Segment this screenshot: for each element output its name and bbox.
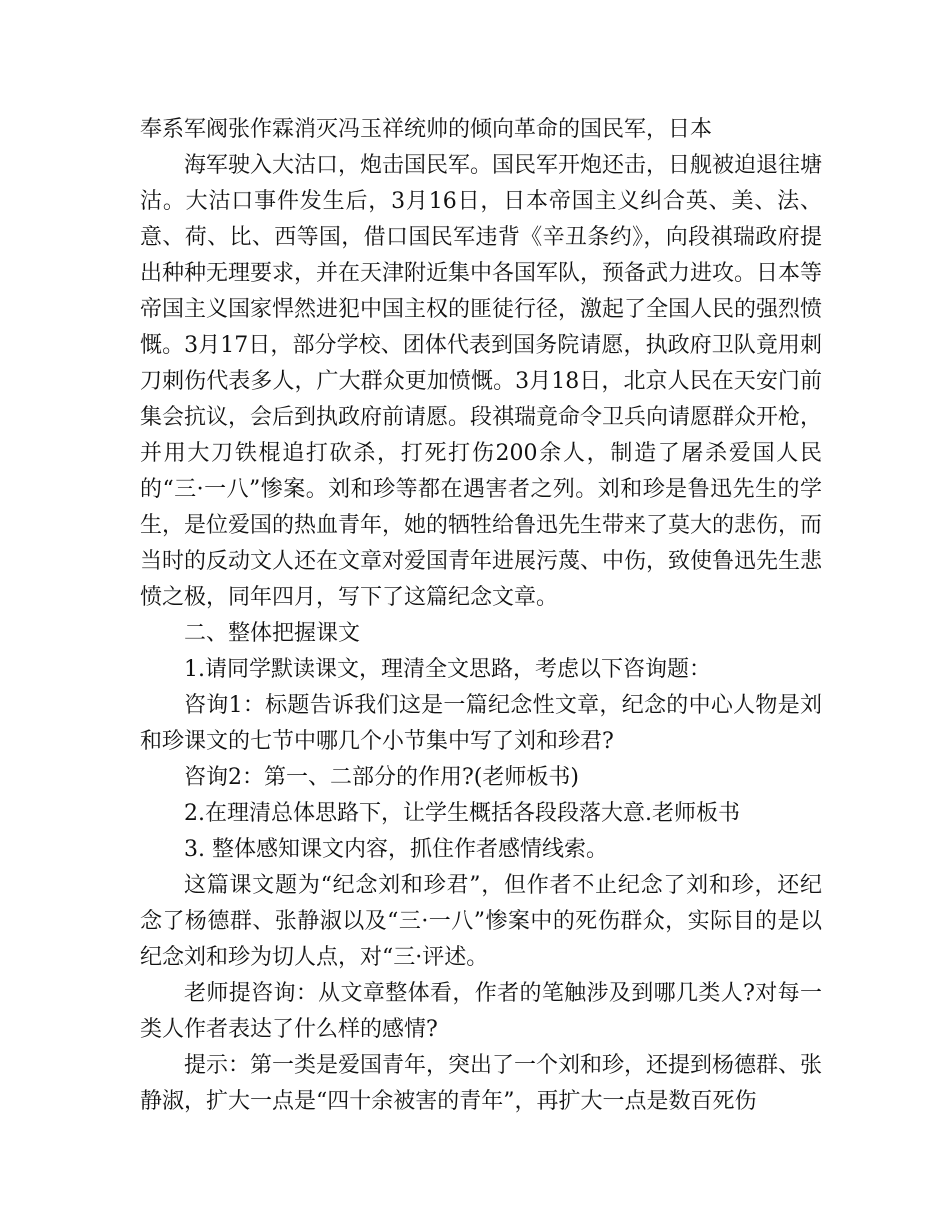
paragraph-2: 海军驶入大沽口，炮击国民军。国民军开炮还击，日舰被迫退往塘沽。大沽口事件发生后，3月16日，日本帝国主义纠合英、美、法、意、荷、比、西等国，借口国民军违背《辛丑条约》，向段祺瑞政府提出种种无理要求，并在天津附近集中各国军队，预备武力进攻。日本等帝国主义国家悍然进犯中国主权的匪徒行径，激起了全国人民的强烈愤慨。3月17日，部分学校、团体代表到国务院请愿，执政府卫队竟用刺刀刺伤代表多人，广大群众更加愤慨。3月18日，北京人民在天安门前集会抗议，会后到执政府前请愿。段祺瑞竟命令卫兵向请愿群众开枪，并用大刀铁棍追打砍杀，打死打伤200余人，制造了屠杀爱国人民的“三·一八”惨案。刘和珍等都在遇害者之列。刘和珍是鲁迅先生的学生，是位爱国的热血青年，她的牺牲给鲁迅先生带来了莫大的悲伤，而当时的反动文人还在文章对爱国青年进展污蔑、中伤，致使鲁迅先生悲愤之极，同年四月，写下了这篇纪念文章。 — [140, 153, 823, 610]
paragraph-4: 咨询1：标题告诉我们这是一篇纪念性文章，纪念的中心人物是刘和珍课文的七节中哪几个小节集中写了刘和珍君? — [140, 693, 822, 754]
paragraph-8: 这篇课文题为“纪念刘和珍君”，但作者不止纪念了刘和珍，还纪念了杨德群、张静淑以及“三·一八”惨案中的死伤群众，实际目的是以纪念刘和珍为切人点，对“三·评述。 — [140, 873, 822, 970]
paragraph-9: 老师提咨询：从文章整体看，作者的笔触涉及到哪几类人?对每一类人作者表达了什么样的感情? — [140, 981, 822, 1042]
paragraph-6: 2.在理清总体思路下，让学生概括各段段落大意.老师板书 — [184, 801, 740, 826]
paragraph-10: 提示：第一类是爱国青年，突出了一个刘和珍，还提到杨德群、张静淑，扩大一点是“四十余被害的青年”，再扩大一点是数百死伤 — [140, 1053, 823, 1114]
paragraph-3: 1.请同学默读课文，理清全文思路，考虑以下咨询题： — [184, 657, 711, 682]
document-body — [140, 112, 822, 1120]
paragraph-5: 咨询2：第一、二部分的作用?(老师板书) — [184, 765, 579, 790]
paragraph-1: 奉系军阀张作霖消灭冯玉祥统帅的倾向革命的国民军，日本 — [140, 117, 713, 142]
section-heading: 二、整体把握课文 — [184, 621, 361, 646]
paragraph-7: 3. 整体感知课文内容，抓住作者感情线索。 — [184, 837, 608, 862]
